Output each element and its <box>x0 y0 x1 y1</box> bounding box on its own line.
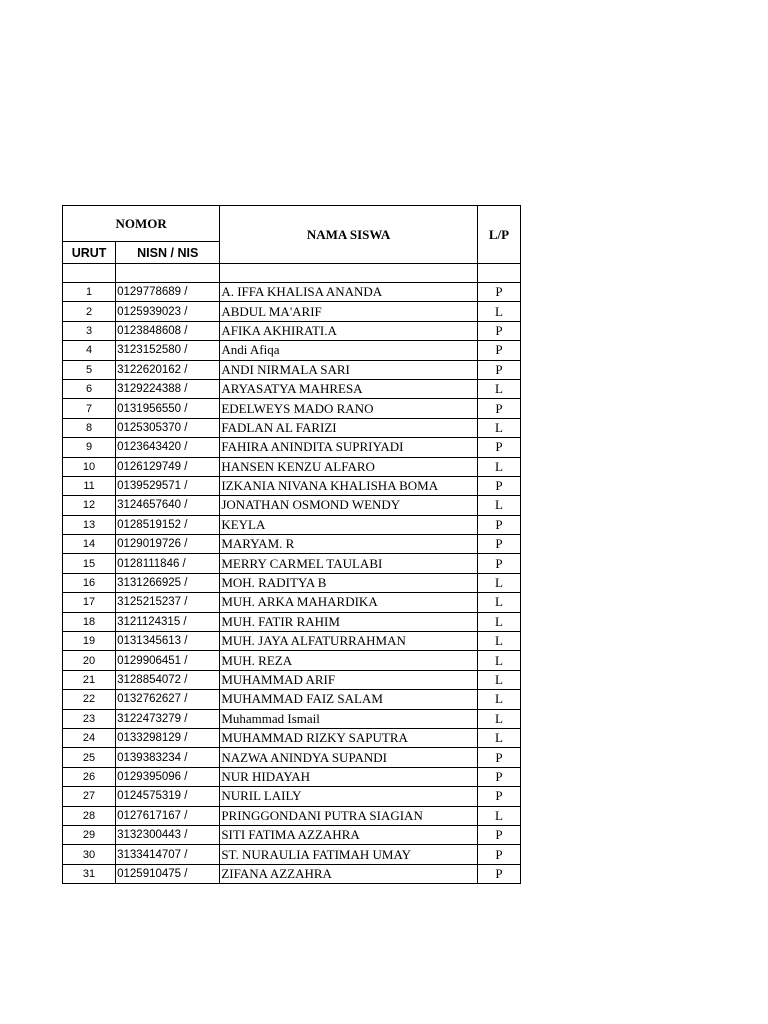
blank-cell <box>63 264 116 283</box>
cell-lp: L <box>477 593 520 612</box>
cell-urut: 28 <box>63 806 116 825</box>
cell-nama-siswa: SITI FATIMA AZZAHRA <box>220 825 478 844</box>
cell-nama-siswa: MUHAMMAD ARIF <box>220 670 478 689</box>
cell-lp: P <box>477 767 520 786</box>
cell-nisn: 0128111846 / <box>116 554 220 573</box>
cell-nisn: 0133298129 / <box>116 728 220 747</box>
cell-urut: 24 <box>63 728 116 747</box>
cell-nama-siswa: ST. NURAULIA FATIMAH UMAY <box>220 845 478 864</box>
cell-urut: 10 <box>63 457 116 476</box>
header-nama-siswa: NAMA SISWA <box>220 206 478 264</box>
cell-urut: 3 <box>63 321 116 340</box>
cell-nama-siswa: HANSEN KENZU ALFARO <box>220 457 478 476</box>
cell-lp: L <box>477 379 520 398</box>
cell-lp: L <box>477 418 520 437</box>
cell-nama-siswa: MUHAMMAD FAIZ SALAM <box>220 690 478 709</box>
table-row <box>63 535 521 554</box>
table-row <box>63 360 521 379</box>
cell-urut: 16 <box>63 573 116 592</box>
cell-nama-siswa: AFIKA AKHIRATI.A <box>220 321 478 340</box>
blank-cell <box>477 264 520 283</box>
table-row <box>63 418 521 437</box>
cell-urut: 26 <box>63 767 116 786</box>
cell-lp: L <box>477 651 520 670</box>
cell-nisn: 3124657640 / <box>116 496 220 515</box>
table-row <box>63 476 521 495</box>
cell-nisn: 0125910475 / <box>116 864 220 883</box>
blank-row <box>63 264 521 283</box>
cell-urut: 25 <box>63 748 116 767</box>
cell-nisn: 0132762627 / <box>116 690 220 709</box>
cell-lp: P <box>477 476 520 495</box>
cell-lp: L <box>477 690 520 709</box>
cell-urut: 2 <box>63 302 116 321</box>
cell-lp: P <box>477 341 520 360</box>
student-table <box>62 205 521 884</box>
cell-lp: P <box>477 787 520 806</box>
cell-nisn: 0139529571 / <box>116 476 220 495</box>
cell-nisn: 3129224388 / <box>116 379 220 398</box>
table-row <box>63 496 521 515</box>
cell-urut: 5 <box>63 360 116 379</box>
table-row <box>63 612 521 631</box>
table-row <box>63 690 521 709</box>
header-urut: URUT <box>63 242 116 264</box>
cell-nama-siswa: ARYASATYA MAHRESA <box>220 379 478 398</box>
cell-nama-siswa: MUH. JAYA ALFATURRAHMAN <box>220 632 478 651</box>
cell-urut: 17 <box>63 593 116 612</box>
cell-nisn: 0128519152 / <box>116 515 220 534</box>
cell-lp: P <box>477 360 520 379</box>
cell-nama-siswa: ZIFANA AZZAHRA <box>220 864 478 883</box>
table-row <box>63 554 521 573</box>
cell-nama-siswa: ANDI NIRMALA SARI <box>220 360 478 379</box>
cell-urut: 8 <box>63 418 116 437</box>
cell-lp: L <box>477 709 520 728</box>
table-row <box>63 864 521 883</box>
cell-urut: 9 <box>63 438 116 457</box>
cell-nama-siswa: PRINGGONDANI PUTRA SIAGIAN <box>220 806 478 825</box>
cell-nisn: 0124575319 / <box>116 787 220 806</box>
cell-nisn: 3133414707 / <box>116 845 220 864</box>
table-row <box>63 825 521 844</box>
table-row <box>63 787 521 806</box>
table-row <box>63 515 521 534</box>
cell-lp: P <box>477 321 520 340</box>
cell-lp: P <box>477 535 520 554</box>
table-row <box>63 283 521 302</box>
cell-urut: 21 <box>63 670 116 689</box>
cell-urut: 22 <box>63 690 116 709</box>
cell-nama-siswa: IZKANIA NIVANA KHALISHA BOMA <box>220 476 478 495</box>
blank-cell <box>116 264 220 283</box>
cell-urut: 29 <box>63 825 116 844</box>
table-row <box>63 302 521 321</box>
table-row <box>63 321 521 340</box>
table-row <box>63 806 521 825</box>
cell-nisn: 0129395096 / <box>116 767 220 786</box>
cell-nisn: 0126129749 / <box>116 457 220 476</box>
cell-nama-siswa: MUH. REZA <box>220 651 478 670</box>
cell-urut: 14 <box>63 535 116 554</box>
cell-nama-siswa: Muhammad Ismail <box>220 709 478 728</box>
cell-nama-siswa: MUH. FATIR RAHIM <box>220 612 478 631</box>
cell-lp: L <box>477 496 520 515</box>
cell-nisn: 3132300443 / <box>116 825 220 844</box>
cell-nisn: 0127617167 / <box>116 806 220 825</box>
cell-nama-siswa: MARYAM. R <box>220 535 478 554</box>
cell-urut: 20 <box>63 651 116 670</box>
header-nomor: NOMOR <box>63 206 220 242</box>
table-row <box>63 767 521 786</box>
cell-urut: 12 <box>63 496 116 515</box>
cell-nisn: 0131345613 / <box>116 632 220 651</box>
cell-urut: 6 <box>63 379 116 398</box>
cell-nisn: 3121124315 / <box>116 612 220 631</box>
cell-lp: P <box>477 845 520 864</box>
table-row <box>63 593 521 612</box>
table-row <box>63 651 521 670</box>
table-row <box>63 341 521 360</box>
cell-nama-siswa: A. IFFA KHALISA ANANDA <box>220 283 478 302</box>
cell-nama-siswa: FADLAN AL FARIZI <box>220 418 478 437</box>
cell-urut: 4 <box>63 341 116 360</box>
cell-lp: P <box>477 864 520 883</box>
cell-urut: 7 <box>63 399 116 418</box>
table-row <box>63 379 521 398</box>
table-row <box>63 438 521 457</box>
cell-urut: 23 <box>63 709 116 728</box>
header-row-top <box>63 206 521 242</box>
cell-nisn: 0129019726 / <box>116 535 220 554</box>
cell-lp: L <box>477 670 520 689</box>
table-row <box>63 632 521 651</box>
table-row <box>63 457 521 476</box>
cell-nama-siswa: MUHAMMAD RIZKY SAPUTRA <box>220 728 478 747</box>
header-lp: L/P <box>477 206 520 264</box>
cell-urut: 11 <box>63 476 116 495</box>
cell-lp: P <box>477 283 520 302</box>
cell-nama-siswa: EDELWEYS MADO RANO <box>220 399 478 418</box>
cell-lp: L <box>477 728 520 747</box>
cell-lp: P <box>477 438 520 457</box>
cell-nama-siswa: ABDUL MA'ARIF <box>220 302 478 321</box>
cell-urut: 31 <box>63 864 116 883</box>
cell-nisn: 3128854072 / <box>116 670 220 689</box>
cell-nama-siswa: JONATHAN OSMOND WENDY <box>220 496 478 515</box>
cell-lp: P <box>477 399 520 418</box>
table-row <box>63 670 521 689</box>
cell-nisn: 3123152580 / <box>116 341 220 360</box>
cell-nama-siswa: MOH. RADITYA B <box>220 573 478 592</box>
table-row <box>63 573 521 592</box>
cell-nama-siswa: MUH. ARKA MAHARDIKA <box>220 593 478 612</box>
cell-nisn: 3131266925 / <box>116 573 220 592</box>
header-nisn: NISN / NIS <box>116 242 220 264</box>
cell-urut: 1 <box>63 283 116 302</box>
cell-lp: P <box>477 748 520 767</box>
cell-urut: 27 <box>63 787 116 806</box>
cell-nisn: 0129778689 / <box>116 283 220 302</box>
table-row <box>63 748 521 767</box>
cell-lp: L <box>477 573 520 592</box>
cell-nisn: 3122620162 / <box>116 360 220 379</box>
cell-nama-siswa: NAZWA ANINDYA SUPANDI <box>220 748 478 767</box>
cell-lp: L <box>477 806 520 825</box>
cell-urut: 19 <box>63 632 116 651</box>
cell-nisn: 0131956550 / <box>116 399 220 418</box>
cell-urut: 13 <box>63 515 116 534</box>
cell-lp: P <box>477 515 520 534</box>
cell-urut: 30 <box>63 845 116 864</box>
cell-lp: L <box>477 302 520 321</box>
cell-nisn: 0123848608 / <box>116 321 220 340</box>
cell-nisn: 0139383234 / <box>116 748 220 767</box>
student-list-sheet <box>62 205 521 884</box>
table-row <box>63 399 521 418</box>
cell-nama-siswa: NUR HIDAYAH <box>220 767 478 786</box>
cell-nisn: 0129906451 / <box>116 651 220 670</box>
cell-urut: 15 <box>63 554 116 573</box>
cell-lp: L <box>477 632 520 651</box>
table-row <box>63 709 521 728</box>
cell-nisn: 0125939023 / <box>116 302 220 321</box>
cell-nama-siswa: Andi Afiqa <box>220 341 478 360</box>
table-row <box>63 728 521 747</box>
cell-nama-siswa: FAHIRA ANINDITA SUPRIYADI <box>220 438 478 457</box>
cell-nisn: 0123643420 / <box>116 438 220 457</box>
blank-cell <box>220 264 478 283</box>
cell-nisn: 3122473279 / <box>116 709 220 728</box>
cell-lp: L <box>477 457 520 476</box>
table-row <box>63 845 521 864</box>
cell-nama-siswa: NURIL LAILY <box>220 787 478 806</box>
cell-nama-siswa: KEYLA <box>220 515 478 534</box>
cell-lp: P <box>477 554 520 573</box>
cell-nama-siswa: MERRY CARMEL TAULABI <box>220 554 478 573</box>
cell-lp: P <box>477 825 520 844</box>
cell-nisn: 0125305370 / <box>116 418 220 437</box>
cell-nisn: 3125215237 / <box>116 593 220 612</box>
cell-lp: L <box>477 612 520 631</box>
cell-urut: 18 <box>63 612 116 631</box>
